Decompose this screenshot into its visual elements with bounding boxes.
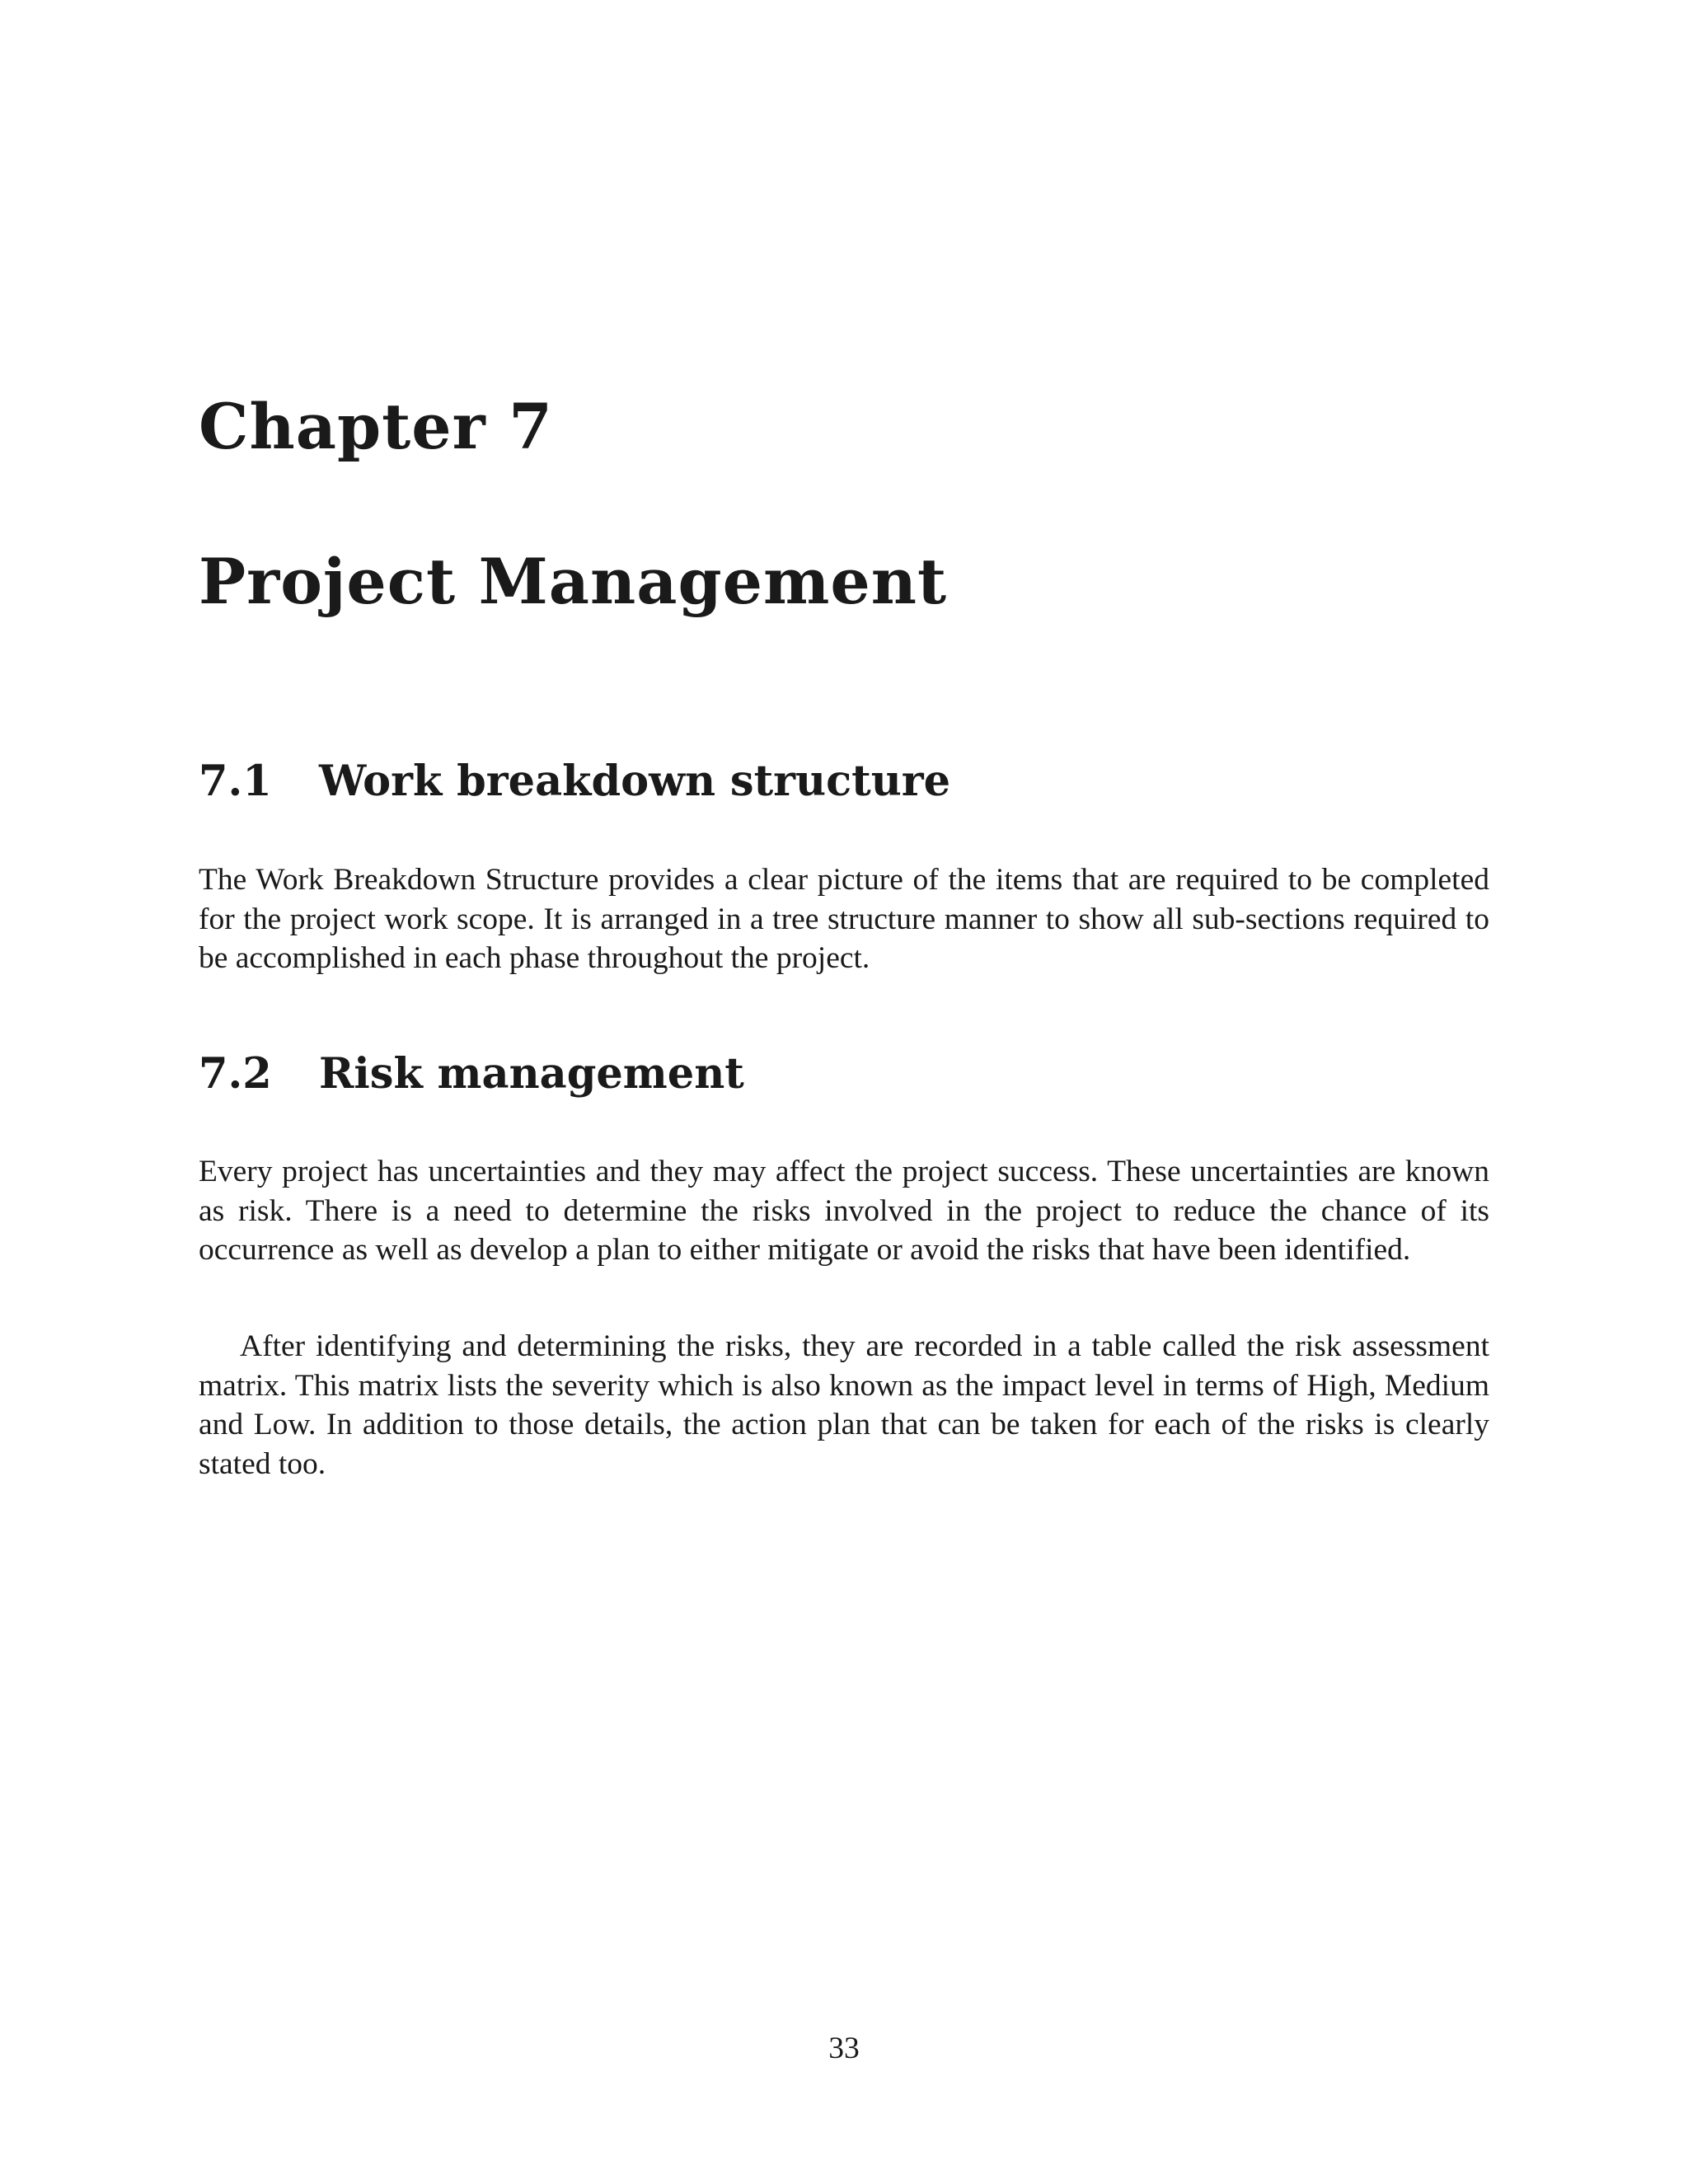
section-title: Risk management [319, 1049, 744, 1099]
paragraph-risk-matrix: After identifying and determining the risks, they are recorded in a table called the risk assessment matrix. This matrix lists the severity which is also known as the impact level in terms of High, Medium and Low. In addition to those details, the action plan that can be taken for each of the risks is clearly stated too. [199, 1329, 1489, 1481]
chapter-title: Project Management [199, 545, 948, 618]
section-number: 7.2 [199, 1049, 272, 1099]
chapter-label: Chapter 7 [199, 390, 553, 463]
section-number: 7.1 [199, 757, 272, 806]
section-heading-risk-management [199, 1049, 744, 1099]
page-number: 33 [828, 2032, 860, 2065]
paragraph-wbs-description: The Work Breakdown Structure provides a clear picture of the items that are required to be completed for the project work scope. It is arranged in a tree structure manner to show all sub-sections required to be accomplished in each phase throughout the project. [199, 863, 1489, 975]
paragraph-risk-intro: Every project has uncertainties and they may affect the project success. These uncertainties are known as risk. There is a need to determine the risks involved in the project to reduce the chance of its occurrence as well as develop a plan to either mitigate or avoid the risks that have been identified. [199, 1155, 1489, 1267]
section-heading-work-breakdown [199, 757, 951, 806]
section-title: Work breakdown structure [319, 757, 951, 806]
